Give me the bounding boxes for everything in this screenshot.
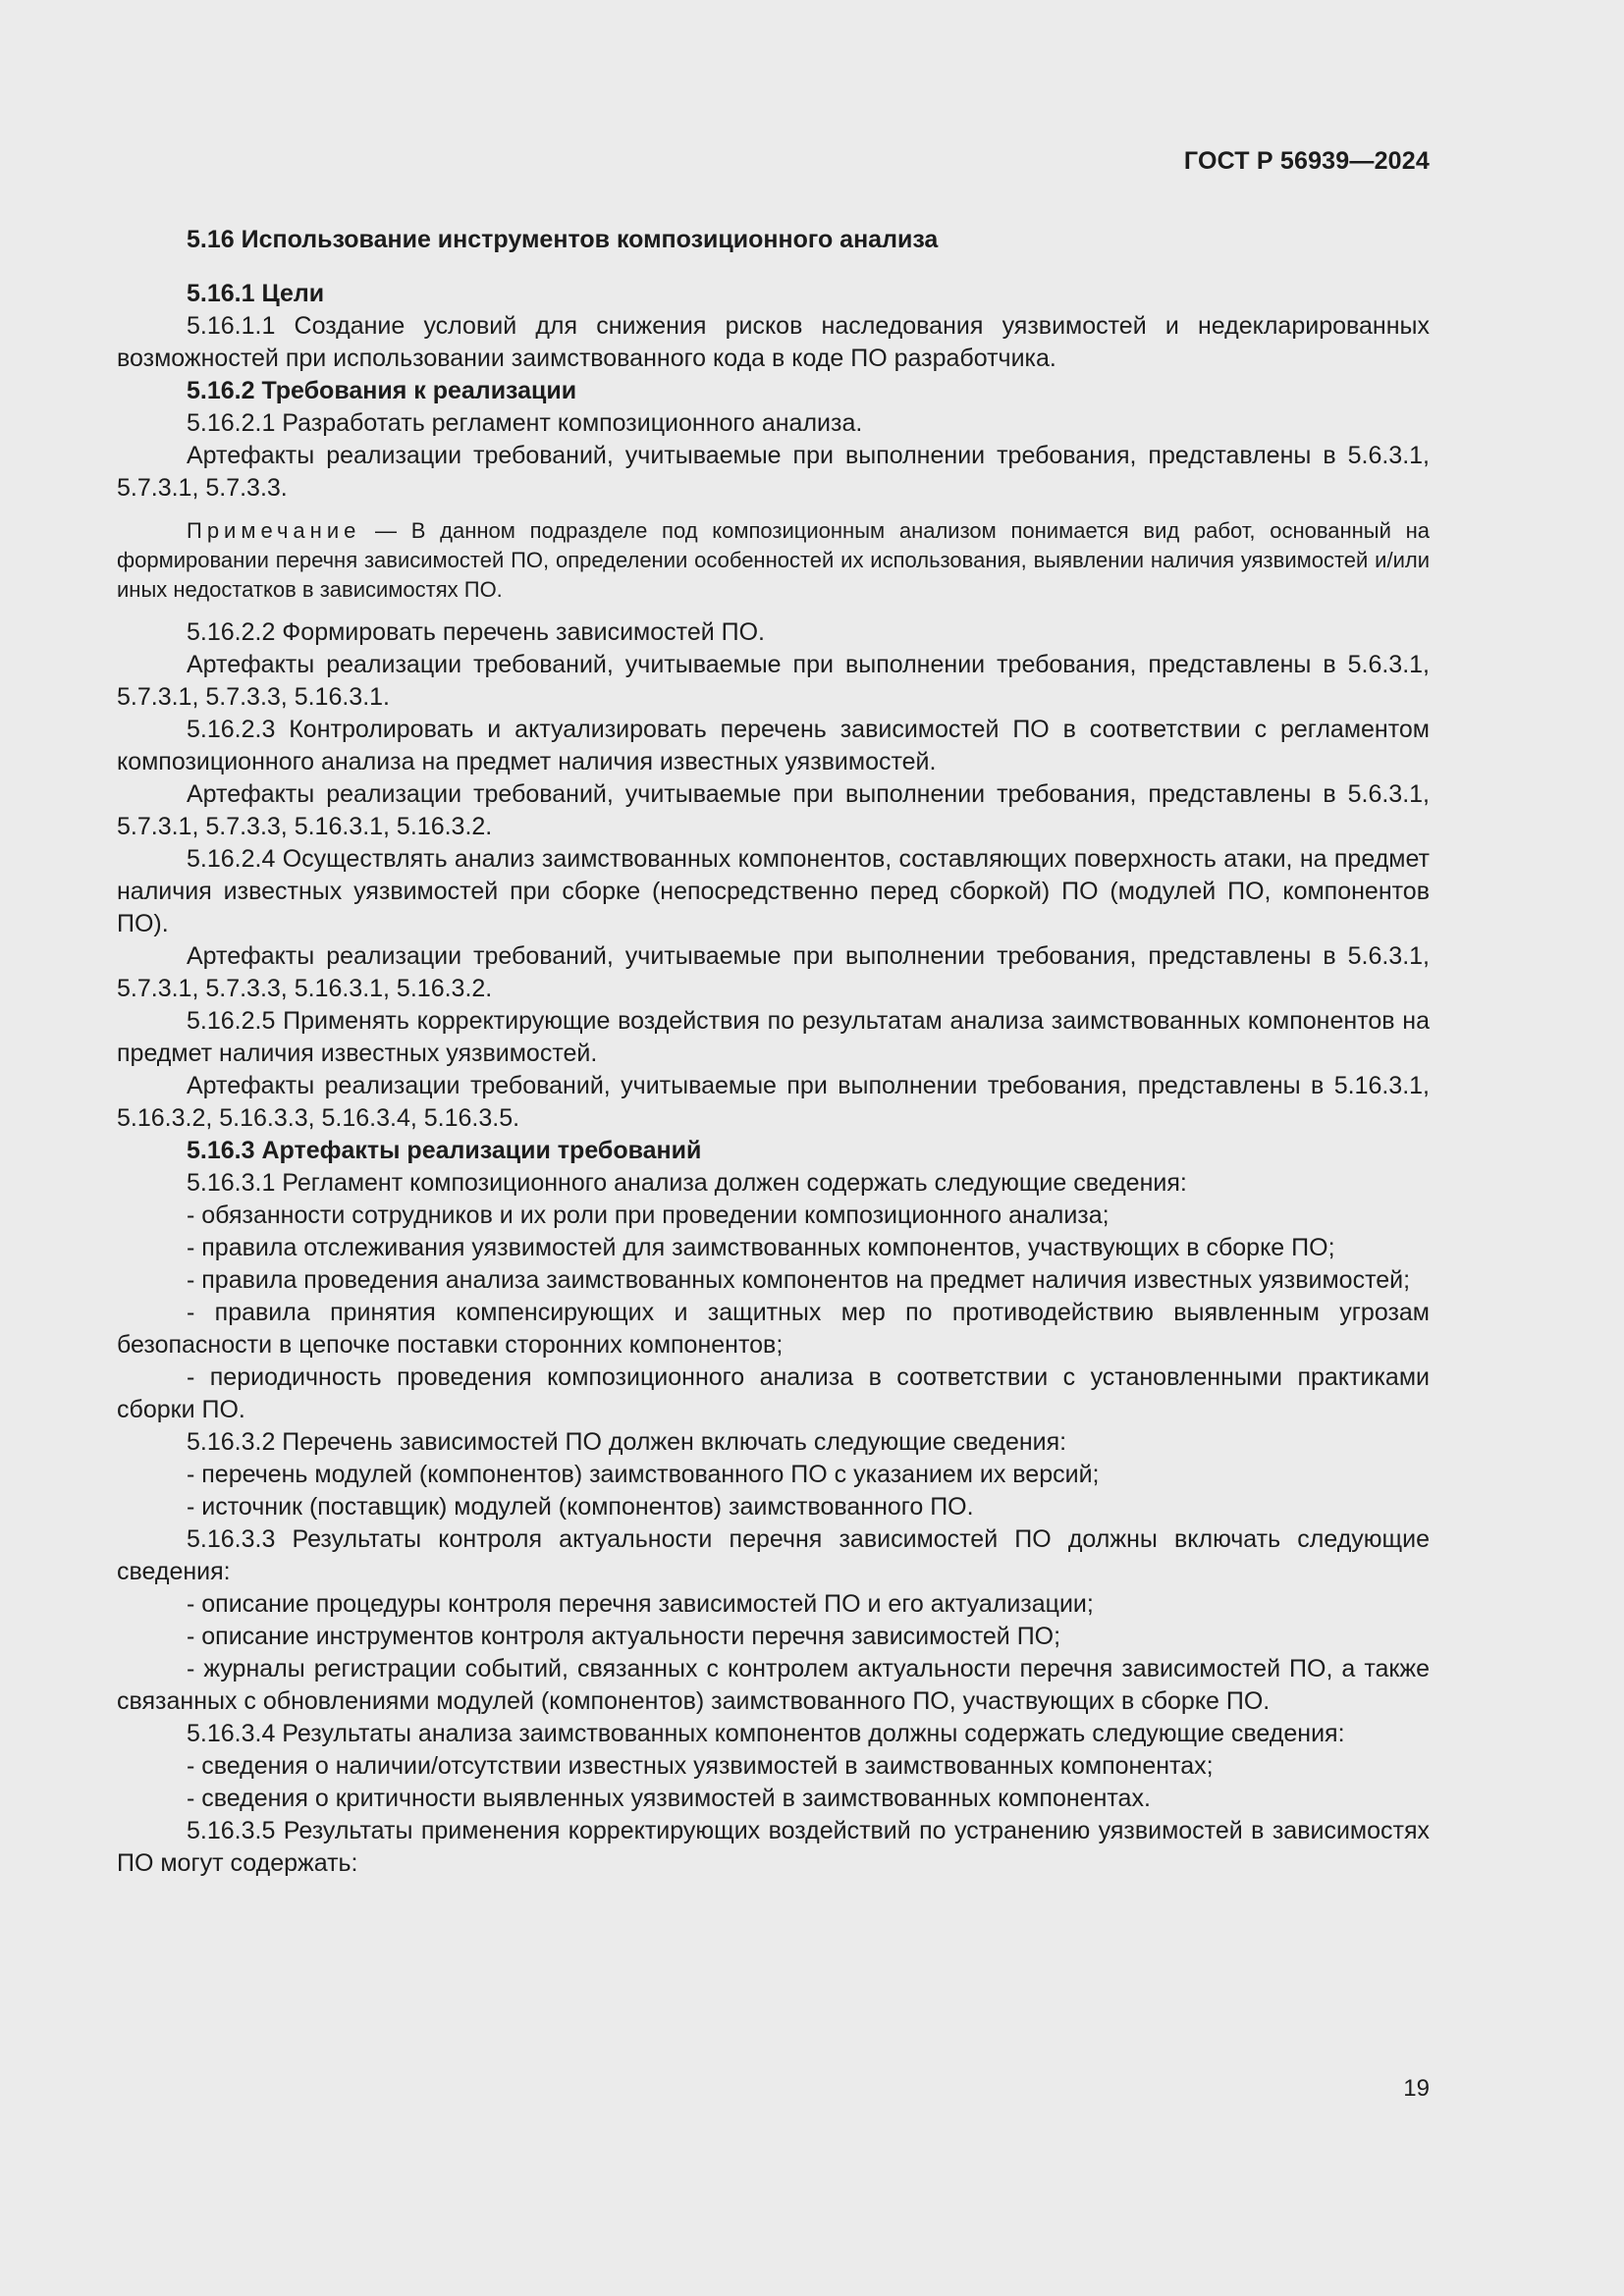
- paragraph: Артефакты реализации требований, учитываемые при выполнении требования, представлены в 5.6.3.1, 5.7.3.1, 5.7.3.3, 5.16.3.1, 5.16.3.2.: [117, 942, 1430, 1002]
- list-item: - перечень модулей (компонентов) заимствованного ПО с указанием их версий;: [187, 1461, 1100, 1488]
- paragraph: Артефакты реализации требований, учитываемые при выполнении требования, представлены в 5.6.3.1, 5.7.3.1, 5.7.3.3, 5.16.3.1, 5.16.3.2.: [117, 780, 1430, 840]
- paragraph: 5.16.3.1 Регламент композиционного анализа должен содержать следующие сведения:: [187, 1169, 1187, 1197]
- list-item: - периодичность проведения композиционного анализа в соответствии с установленными практиками сборки ПО.: [117, 1363, 1430, 1423]
- standard-designation: ГОСТ Р 56939—2024: [1183, 147, 1430, 175]
- note: [117, 516, 1430, 605]
- page-number: 19: [1403, 2075, 1430, 2102]
- note-text: — В данном подразделе под композиционным анализом понимается вид работ, основанный на формировании перечня зависимостей ПО, определении особенностей их использования, выявлении наличия уязвимостей и/или иных недостатков в зависимостях ПО.: [117, 518, 1430, 602]
- paragraph: Артефакты реализации требований, учитываемые при выполнении требования, представлены в 5.6.3.1, 5.7.3.1, 5.7.3.3.: [117, 442, 1430, 502]
- subsection-title-requirements: 5.16.2 Требования к реализации: [187, 377, 577, 404]
- paragraph: 5.16.2.5 Применять корректирующие воздействия по результатам анализа заимствованных компонентов на предмет наличия известных уязвимостей.: [117, 1007, 1430, 1067]
- list-item: - правила проведения анализа заимствованных компонентов на предмет наличия известных уязвимостей;: [187, 1266, 1411, 1294]
- list-item: - правила принятия компенсирующих и защитных мер по противодействию выявленным угрозам безопасности в цепочке поставки сторонних компонентов;: [117, 1299, 1430, 1359]
- paragraph: Артефакты реализации требований, учитываемые при выполнении требования, представлены в 5.16.3.1, 5.16.3.2, 5.16.3.3, 5.16.3.4, 5.16.3.5.: [117, 1072, 1430, 1132]
- paragraph: 5.16.3.5 Результаты применения корректирующих воздействий по устранению уязвимостей в зависимостях ПО могут содержать:: [117, 1817, 1430, 1877]
- section-title: 5.16 Использование инструментов композиционного анализа: [187, 226, 939, 253]
- subsection-title-artifacts: 5.16.3 Артефакты реализации требований: [187, 1137, 702, 1164]
- page-content: [117, 224, 1430, 1880]
- list-item: - описание процедуры контроля перечня зависимостей ПО и его актуализации;: [187, 1590, 1094, 1618]
- paragraph: 5.16.2.2 Формировать перечень зависимостей ПО.: [187, 618, 765, 646]
- paragraph: Артефакты реализации требований, учитываемые при выполнении требования, представлены в 5.6.3.1, 5.7.3.1, 5.7.3.3, 5.16.3.1.: [117, 651, 1430, 711]
- list-item: - правила отслеживания уязвимостей для заимствованных компонентов, участвующих в сборке ПО;: [187, 1234, 1335, 1261]
- paragraph: 5.16.3.2 Перечень зависимостей ПО должен включать следующие сведения:: [187, 1428, 1067, 1456]
- paragraph: 5.16.1.1 Создание условий для снижения рисков наследования уязвимостей и недекларированных возможностей при использовании заимствованного кода в коде ПО разработчика.: [117, 312, 1430, 372]
- note-label: Примечание: [187, 518, 361, 543]
- paragraph: 5.16.3.3 Результаты контроля актуальности перечня зависимостей ПО должны включать следующие сведения:: [117, 1525, 1430, 1585]
- list-item: - сведения о наличии/отсутствии известных уязвимостей в заимствованных компонентах;: [187, 1752, 1214, 1780]
- list-item: - источник (поставщик) модулей (компонентов) заимствованного ПО.: [187, 1493, 974, 1521]
- list-item: - обязанности сотрудников и их роли при проведении композиционного анализа;: [187, 1201, 1110, 1229]
- paragraph: 5.16.2.4 Осуществлять анализ заимствованных компонентов, составляющих поверхность атаки, на предмет наличия известных уязвимостей при сборке (непосредственно перед сборкой) ПО (модулей ПО, компонентов ПО).: [117, 845, 1430, 937]
- paragraph: 5.16.2.3 Контролировать и актуализировать перечень зависимостей ПО в соответствии с регламентом композиционного анализа на предмет наличия известных уязвимостей.: [117, 716, 1430, 775]
- list-item: - сведения о критичности выявленных уязвимостей в заимствованных компонентах.: [187, 1785, 1151, 1812]
- paragraph: 5.16.3.4 Результаты анализа заимствованных компонентов должны содержать следующие сведения:: [187, 1720, 1345, 1747]
- list-item: - журналы регистрации событий, связанных с контролем актуальности перечня зависимостей ПО, а также связанных с обновлениями модулей (компонентов) заимствованного ПО, участвующих в сборке ПО.: [117, 1655, 1430, 1715]
- subsection-title-goals: 5.16.1 Цели: [187, 280, 325, 307]
- paragraph: 5.16.2.1 Разработать регламент композиционного анализа.: [187, 409, 863, 437]
- list-item: - описание инструментов контроля актуальности перечня зависимостей ПО;: [187, 1623, 1061, 1650]
